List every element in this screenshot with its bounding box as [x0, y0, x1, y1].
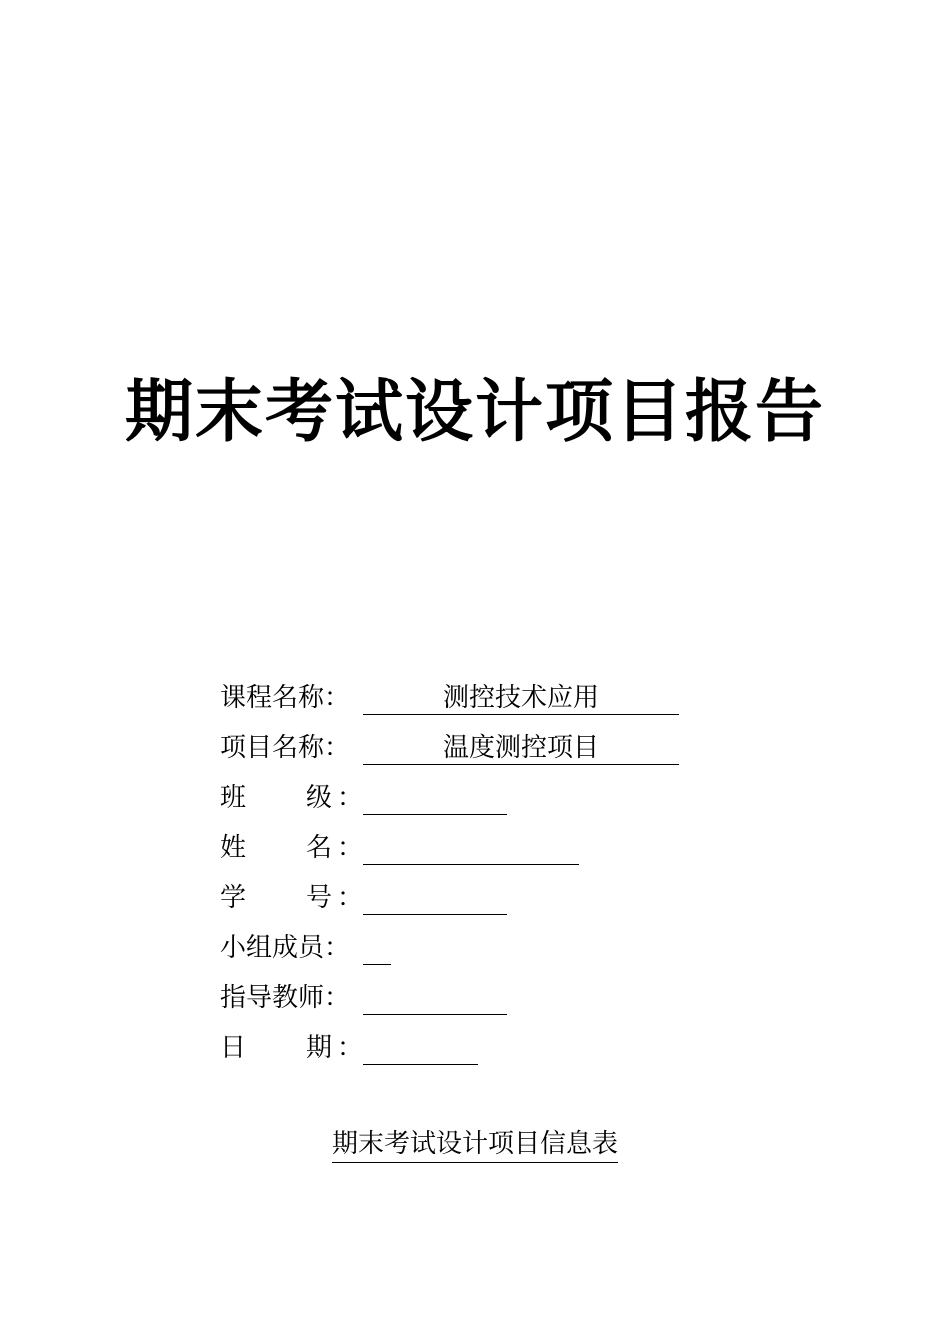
- student-name-field[interactable]: [363, 828, 579, 865]
- course-name-label: 课程名称：: [220, 683, 351, 713]
- cover-info-form: [220, 678, 740, 1078]
- student-id-label-colon: ：: [337, 883, 364, 913]
- date-label-char-2: 期: [306, 1033, 333, 1063]
- student-name-label-char-1: 姓: [220, 833, 247, 863]
- project-name-row: [220, 728, 740, 778]
- group-members-label: 小组成员：: [220, 933, 351, 963]
- student-name-label-char-2: 名: [306, 833, 333, 863]
- info-table-heading: [0, 1124, 950, 1164]
- date-label-colon: ：: [337, 1033, 364, 1063]
- class-field[interactable]: [363, 778, 507, 815]
- group-members-row: [220, 928, 740, 978]
- advisor-label: 指导教师：: [220, 983, 351, 1013]
- student-name-label-colon: ：: [337, 833, 364, 863]
- info-table-heading-text: 期末考试设计项目信息表: [332, 1126, 618, 1163]
- advisor-row: [220, 978, 740, 1028]
- group-members-field[interactable]: [363, 928, 391, 965]
- student-id-field[interactable]: [363, 878, 507, 915]
- date-row: [220, 1028, 740, 1078]
- class-label-char-2: 级: [306, 783, 333, 813]
- student-id-row: [220, 878, 740, 928]
- course-name-field[interactable]: 测控技术应用: [363, 678, 679, 715]
- date-label-char-1: 日: [220, 1033, 247, 1063]
- course-name-row: [220, 678, 740, 728]
- report-title: 期末考试设计项目报告: [124, 372, 825, 452]
- project-name-label: 项目名称：: [220, 733, 351, 763]
- project-name-field[interactable]: 温度测控项目: [363, 728, 679, 765]
- student-id-label-char-2: 号: [306, 883, 333, 913]
- date-field[interactable]: [363, 1028, 478, 1065]
- student-name-row: [220, 828, 740, 878]
- class-row: [220, 778, 740, 828]
- student-id-label-char-1: 学: [220, 883, 247, 913]
- class-label-colon: ：: [337, 783, 364, 813]
- advisor-field[interactable]: [363, 978, 507, 1015]
- class-label-char-1: 班: [220, 783, 247, 813]
